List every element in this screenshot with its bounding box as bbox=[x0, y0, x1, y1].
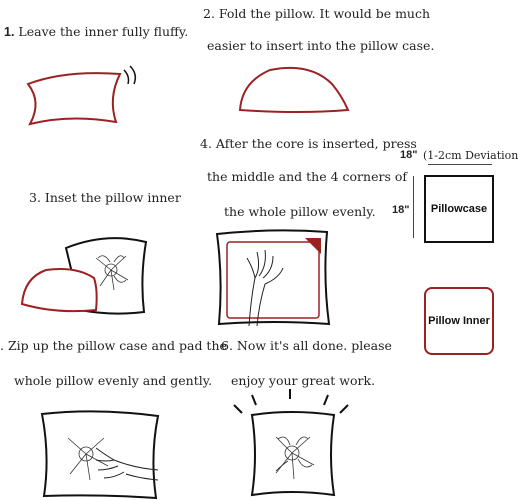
step5-line1: . Zip up the pillow case and pad the bbox=[0, 338, 227, 353]
insert-pillow-illustration bbox=[16, 228, 166, 318]
step4-line1: 4. After the core is inserted, press bbox=[200, 136, 417, 151]
finished-pillow-illustration bbox=[230, 385, 355, 500]
width-label: 18" bbox=[400, 149, 418, 161]
folded-pillow-illustration bbox=[230, 62, 355, 122]
step3-text: 3. Inset the pillow inner bbox=[29, 190, 181, 205]
deviation-note: (1-2cm Deviation bbox=[423, 149, 518, 162]
press-corners-illustration bbox=[213, 228, 333, 328]
pad-pillow-illustration bbox=[38, 408, 163, 500]
sparkle-lines-icon bbox=[234, 389, 348, 413]
step1-text: Leave the inner fully fluffy. bbox=[18, 24, 189, 39]
pillow-inner-legend-box bbox=[424, 287, 494, 355]
pillow-inner-legend-label: Pillow Inner bbox=[428, 315, 490, 327]
step4-line2: the middle and the 4 corners of bbox=[207, 169, 407, 184]
height-label: 18" bbox=[392, 204, 410, 216]
step6-line1: 6. Now it's all done. please bbox=[221, 338, 392, 353]
step5-line2: whole pillow evenly and gently. bbox=[14, 373, 213, 388]
fluffy-pillow-illustration bbox=[20, 62, 140, 132]
step2-line2: easier to insert into the pillow case. bbox=[207, 38, 435, 53]
width-dimension-line bbox=[428, 164, 492, 165]
step2-line1: 2. Fold the pillow. It would be much bbox=[203, 6, 431, 21]
pillowcase-legend-box bbox=[424, 175, 494, 243]
step4-line3: the whole pillow evenly. bbox=[224, 204, 376, 219]
pillowcase-legend-label: Pillowcase bbox=[430, 203, 488, 215]
step6-line2: enjoy your great work. bbox=[231, 373, 376, 388]
height-dimension-line bbox=[413, 176, 414, 238]
step1-number: 1. bbox=[4, 25, 15, 39]
step1-label bbox=[4, 26, 188, 39]
